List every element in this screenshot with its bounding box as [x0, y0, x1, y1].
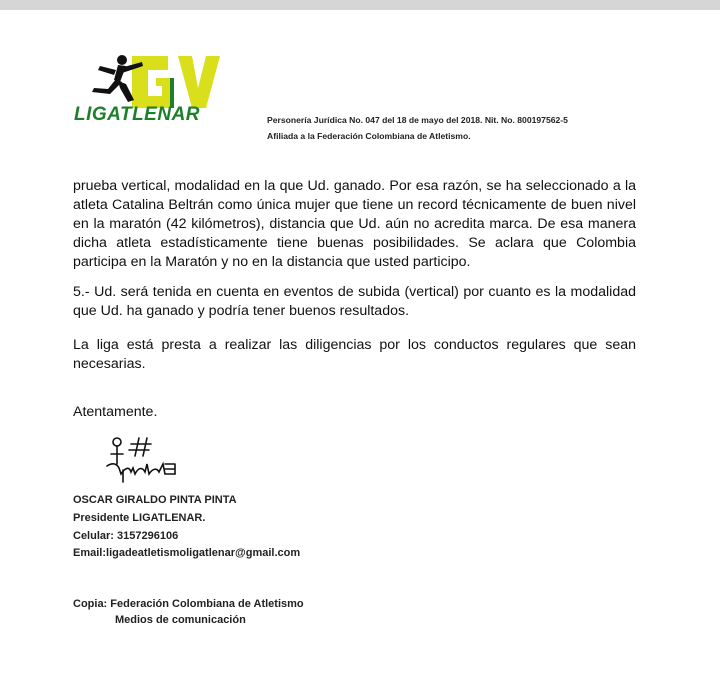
- legal-info: Personería Jurídica No. 047 del 18 de mayo del 2018. Nit. No. 800197562-5: [267, 115, 568, 125]
- logo-wordmark: LIGATLENAR: [74, 104, 201, 125]
- copy-recipient: Copia: Federación Colombiana de Atletismo: [73, 598, 304, 610]
- body-paragraph: prueba vertical, modalidad en la que Ud. ganado. Por esa razón, se ha seleccionado a la atleta Catalina Beltrán como única mujer que tiene un record técnicamente de buen nivel en la maratón (42 kilómetros), distancia que Ud. aún no acredita marca. De esa manera dicha atleta estadísticamente tiene buenas posibilidades. Se aclara que Colombia participa en la Maratón y no en la distancia que usted participo.: [73, 178, 636, 270]
- signer-phone: Celular: 3157296106: [73, 530, 179, 542]
- body-paragraph: La liga está presta a realizar las diligencias por los conductos regulares que sean necesarias.: [73, 337, 636, 372]
- affiliation: Afiliada a la Federación Colombiana de Atletismo.: [267, 131, 471, 141]
- closing-salutation: Atentamente.: [73, 404, 158, 420]
- copy-recipient: Medios de comunicación: [115, 614, 246, 626]
- top-bar: [0, 0, 720, 10]
- body-paragraph: 5.- Ud. será tenida en cuenta en eventos de subida (vertical) por cuanto es la modalidad que Ud. ha ganado y podría tener buenos resultados.: [73, 284, 636, 319]
- signer-email: Email:ligadeatletismoligatlenar@gmail.com: [73, 547, 301, 559]
- signer-name: OSCAR GIRALDO PINTA PINTA: [73, 494, 237, 506]
- signer-title: Presidente LIGATLENAR.: [73, 512, 206, 524]
- logo-letter-right: [178, 56, 220, 108]
- handwritten-signature: [103, 434, 193, 489]
